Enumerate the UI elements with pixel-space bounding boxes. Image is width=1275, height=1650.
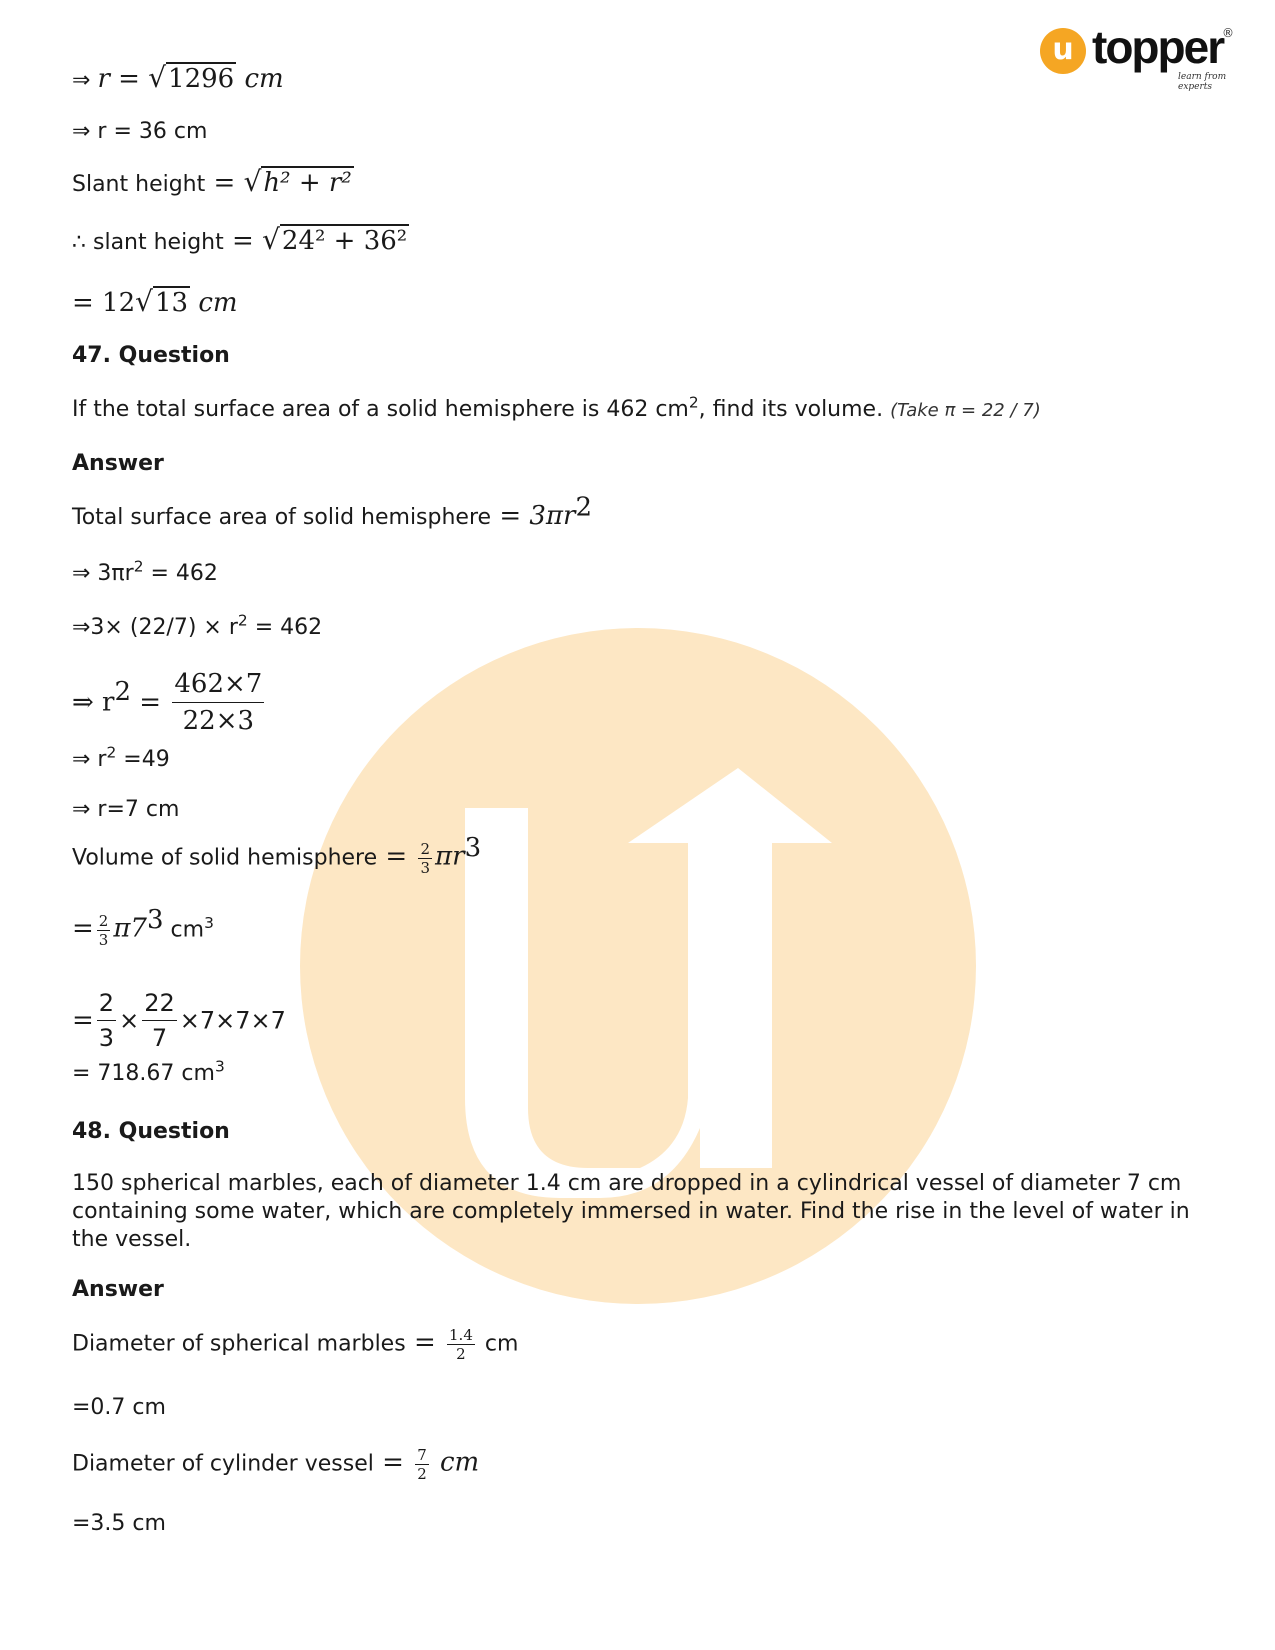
- eq-volume-formula: Volume of solid hemisphere = $\frac{2}{3}$ $\pi r^3$: [72, 833, 482, 877]
- answer-48-title: Answer: [72, 1277, 164, 1302]
- logo-u-icon: u: [1040, 28, 1086, 74]
- eq-slant-formula: Slant height = √h² + r²: [72, 165, 352, 198]
- eq-tsa-equals: ⇒ $3\pi r^2 = 462$: [72, 557, 218, 586]
- question-48-title: 48. Question: [72, 1119, 230, 1144]
- fraction: $\frac{7}{2}$: [417, 1446, 427, 1483]
- eq-r-squared-value: ⇒ $r^2 =49$: [72, 743, 170, 772]
- question-48-text: 150 spherical marbles, each of diameter 1.4 cm are dropped in a cylindrical vessel of diameter 7 cm containing some water, which are completely immersed in water. Find the rise in the level of water in the vessel.: [72, 1171, 1190, 1252]
- eq-volume-substituted: = $\frac{2}{3}$ $\pi 7^3$ $cm^3$: [72, 905, 214, 949]
- fraction: $\frac{2}{3}$: [420, 840, 431, 877]
- eq-slant-result: = 12√13 cm: [72, 285, 238, 318]
- sqrt-symbol: √24² + 36²: [262, 223, 408, 256]
- topper-logo[interactable]: [1040, 21, 1240, 92]
- eq-vessel-radius: =3.5 cm: [72, 1511, 166, 1536]
- fraction: $\frac{2}{3}$: [97, 986, 116, 1055]
- eq-slant-values: ∴ slant height = √24² + 36²: [72, 223, 408, 256]
- eq-tsa-substituted: ⇒3× $(22/7) \times r^2 = 462$: [72, 611, 323, 640]
- fraction: $\frac{462\times 7}{22\times 3}$: [172, 666, 264, 739]
- fraction: $\frac{1.4}{2}$: [449, 1326, 473, 1363]
- eq-r-squared-fraction: ⇒ $r^2$ = $\frac{462\times 7}{22\times 3}$: [72, 666, 267, 739]
- fraction: $\frac{22}{7}$: [142, 986, 177, 1055]
- sqrt-symbol: √h² + r²: [243, 165, 352, 198]
- eq-r-result: ⇒ r=7 cm: [72, 797, 180, 822]
- logo-tagline: learn from experts: [1178, 72, 1227, 92]
- eq-volume-expanded: = $\frac{2}{3}$ × $\frac{22}{7}$ ×7×7×7: [72, 986, 286, 1055]
- sqrt-symbol: √13: [135, 285, 189, 318]
- eq-vessel-diameter: Diameter of cylinder vessel = $\frac{7}{2}$ cm: [72, 1446, 480, 1483]
- logo-wordmark: topper: [1092, 21, 1224, 73]
- eq-volume-result: = 718.67 $cm^3$: [72, 1057, 225, 1086]
- question-47-text: If the total surface area of a solid hemisphere is 462 $cm^2$, find its volume. (Take π = 22 / 7): [72, 393, 1041, 422]
- sqrt-symbol: √1296: [148, 61, 235, 94]
- fraction: $\frac{2}{3}$: [98, 912, 109, 949]
- eq-marble-diameter: Diameter of spherical marbles = $\frac{1.4}{2}$ cm: [72, 1326, 519, 1363]
- eq-marble-radius: =0.7 cm: [72, 1395, 166, 1420]
- registered-mark: ®: [1222, 26, 1234, 40]
- answer-47-title: Answer: [72, 451, 164, 476]
- eq-r-sqrt: ⇒ r = √1296 cm: [72, 61, 284, 94]
- eq-tsa-formula: Total surface area of solid hemisphere = $3\pi r^2$: [72, 492, 592, 531]
- question-47-title: 47. Question: [72, 343, 230, 368]
- eq-r-value: ⇒ r = 36 cm: [72, 119, 208, 144]
